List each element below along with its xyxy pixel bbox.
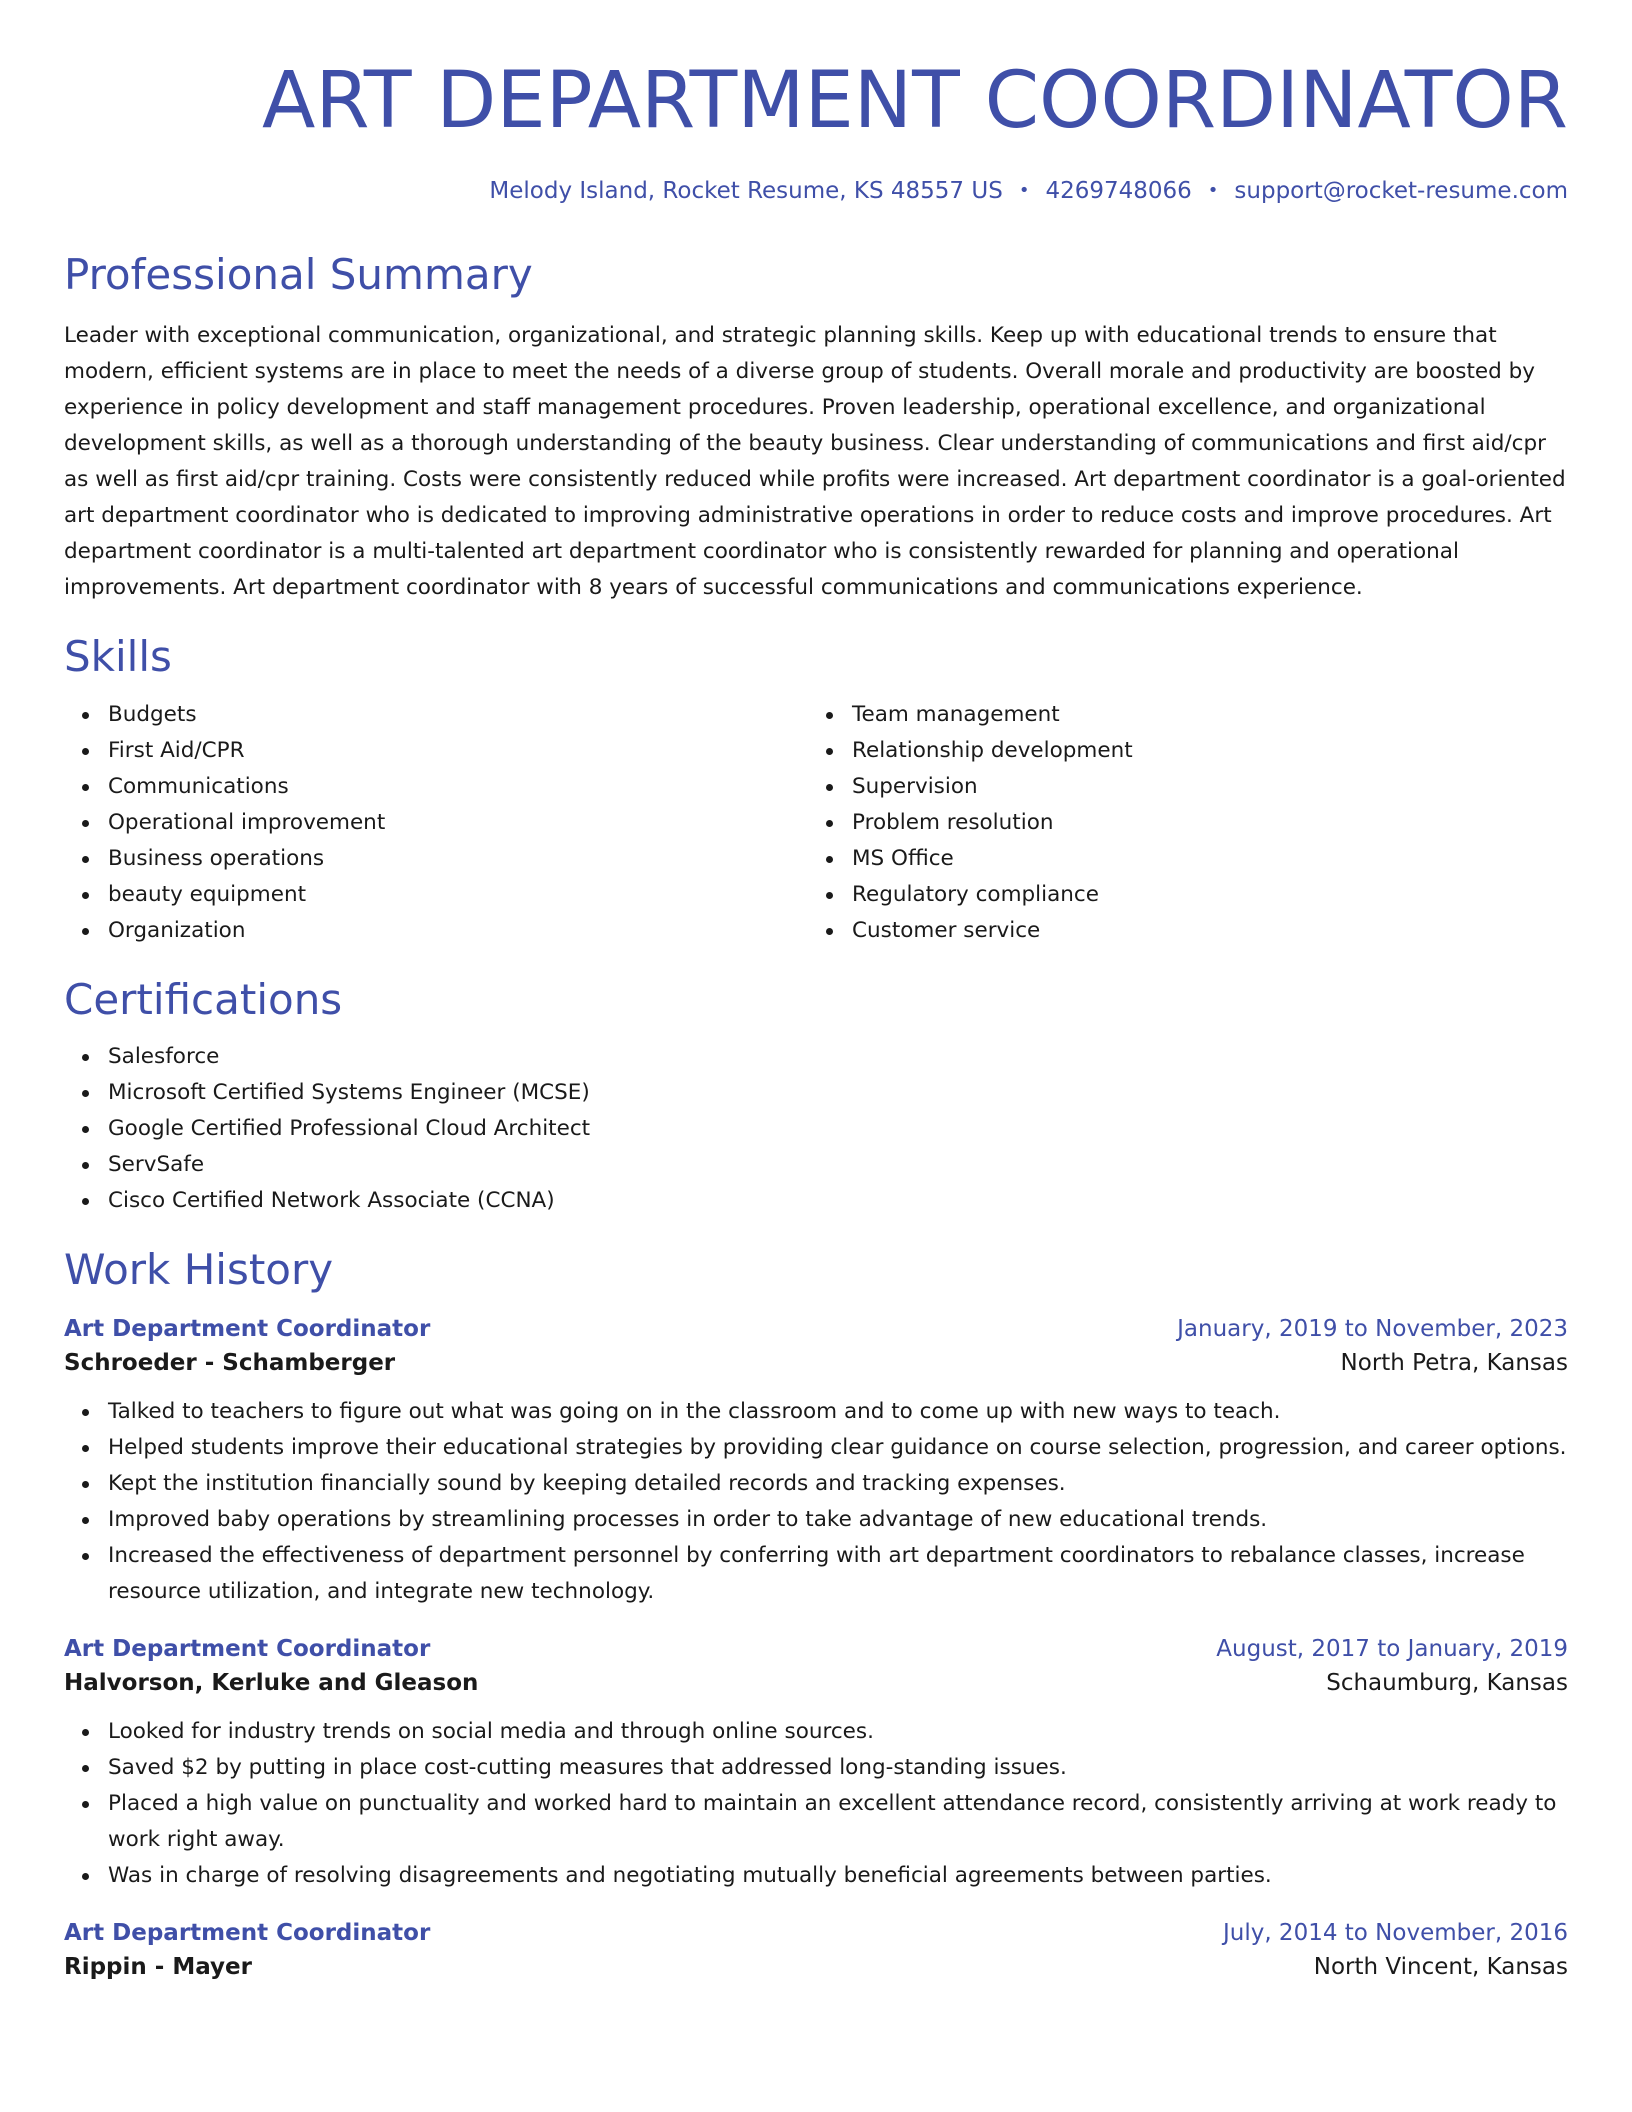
job-company-row [64,1670,1568,1696]
certification-item: Microsoft Certified Systems Engineer (MCSE) [108,1075,1568,1111]
contact-phone: 4269748066 [1045,178,1192,204]
job-company: Rippin - Mayer [64,1953,252,1980]
job-bullet: Talked to teachers to figure out what was going on in the classroom and to come up with new ways to teach. [108,1394,1568,1430]
skill-item: Organization [108,913,816,949]
job-location: North Vincent, Kansas [1313,1953,1568,1980]
skill-item: Supervision [852,769,1568,805]
job-bullet: Placed a high value on punctuality and worked hard to maintain an excellent attendance record, consistently arriving at work ready to work right away. [108,1786,1568,1858]
job-company: Schroeder - Schamberger [64,1349,396,1376]
job-bullet: Kept the institution financially sound by keeping detailed records and tracking expenses. [108,1466,1568,1502]
job-company-row [64,1954,1568,1980]
job-dates: January, 2019 to November, 2023 [1177,1315,1568,1342]
job-entry [64,1316,1568,1610]
contact-address: Melody Island, Rocket Resume, KS 48557 US [489,178,1003,204]
job-company-row [64,1350,1568,1376]
skill-item: MS Office [852,841,1568,877]
job-header-row [64,1636,1568,1662]
skills-list-right [816,697,1568,949]
contact-line [64,178,1568,204]
job-bullets [64,1714,1568,1894]
job-bullet: Helped students improve their educational strategies by providing clear guidance on course selection, progression, and career options. [108,1430,1568,1466]
skill-item: beauty equipment [108,877,816,913]
skill-item: Communications [108,769,816,805]
job-bullet: Improved baby operations by streamlining processes in order to take advantage of new educational trends. [108,1502,1568,1538]
skill-item: Budgets [108,697,816,733]
job-location: Schaumburg, Kansas [1326,1669,1568,1696]
certification-item: Cisco Certified Network Associate (CCNA) [108,1183,1568,1219]
job-location: North Petra, Kansas [1340,1349,1568,1376]
job-entry [64,1636,1568,1894]
certifications-heading: Certifications [64,974,343,1024]
summary-heading: Professional Summary [64,250,533,299]
job-entry [64,1920,1568,1980]
skill-item: Relationship development [852,733,1568,769]
skills-grid [64,697,1568,949]
skill-item: Regulatory compliance [852,877,1568,913]
work-history-heading: Work History [64,1245,334,1295]
skills-list-left [64,697,816,949]
job-bullet: Increased the effectiveness of department personnel by conferring with art department coordinators to rebalance classes, increase resource utilization, and integrate new technology. [108,1538,1568,1610]
contact-separator: • [1207,180,1219,201]
skill-item: Customer service [852,913,1568,949]
job-header-row [64,1920,1568,1946]
certification-item: Google Certified Professional Cloud Architect [108,1111,1568,1147]
skill-item: Operational improvement [108,805,816,841]
skill-item: Business operations [108,841,816,877]
job-dates: August, 2017 to January, 2019 [1216,1635,1568,1662]
skill-item: Team management [852,697,1568,733]
job-bullet: Was in charge of resolving disagreements and negotiating mutually beneficial agreements between parties. [108,1858,1568,1894]
certification-item: Salesforce [108,1039,1568,1075]
skills-heading: Skills [64,632,172,682]
job-header-row [64,1316,1568,1342]
job-bullet: Saved $2 by putting in place cost-cutting measures that addressed long-standing issues. [108,1750,1568,1786]
job-dates: July, 2014 to November, 2016 [1222,1919,1568,1946]
job-title: Art Department Coordinator [64,1919,431,1946]
job-bullets [64,1394,1568,1610]
skill-item: Problem resolution [852,805,1568,841]
certifications-list [64,1039,1568,1219]
job-bullet: Looked for industry trends on social media and through online sources. [108,1714,1568,1750]
skill-item: First Aid/CPR [108,733,816,769]
job-company: Halvorson, Kerluke and Gleason [64,1669,479,1696]
certification-item: ServSafe [108,1147,1568,1183]
contact-email[interactable]: support@rocket-resume.com [1234,178,1568,204]
contact-separator: • [1018,180,1030,201]
job-title: Art Department Coordinator [64,1315,431,1342]
resume-name: ART DEPARTMENT COORDINATOR [261,56,1568,146]
job-title: Art Department Coordinator [64,1635,431,1662]
summary-text: Leader with exceptional communication, organizational, and strategic planning skills. Keep up with educational trends to ensure that modern, efficient systems are in place to meet the needs of a diverse group of students. Overall morale and productivity are boosted by experience in policy development and staff management procedures. Proven leadership, operational excellence, and organizational development skills, as well as a thorough understanding of the beauty business. Clear understanding of communications and first aid/cpr as well as first aid/cpr training. Costs were consistently reduced while profits were increased. Art department coordinator is a goal-oriented art department coordinator who is dedicated to improving administrative operations in order to reduce costs and improve procedures. Art department coordinator is a multi-talented art department coordinator who is consistently rewarded for planning and operational improvements. Art department coordinator with 8 years of successful communications and communications experience. [64,323,1566,601]
